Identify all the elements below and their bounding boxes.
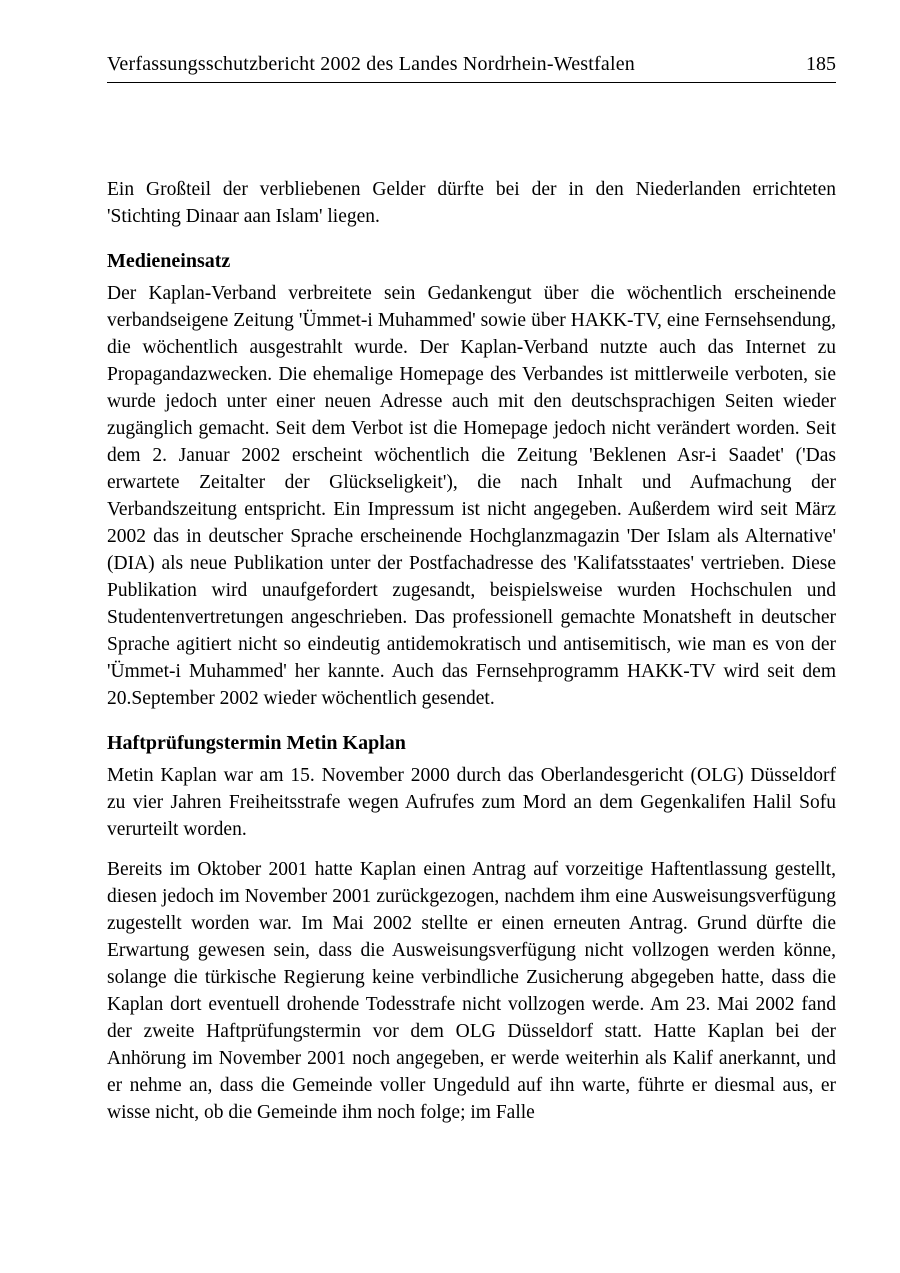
section-heading-medieneinsatz: Medieneinsatz	[107, 250, 231, 272]
paragraph-medieneinsatz: Der Kaplan-Verband verbreitete sein Gedankengut über die wöchentlich erscheinende verbandseigene Zeitung 'Ümmet-i Muhammed' sowie über HAKK-TV, eine Fernsehsendung, die wöchentlich ausgestrahlt wurde. Der Kaplan-Verband nutzte auch das Internet zu Propagandazwecken. Die ehemalige Homepage des Verbandes ist mittlerweile verboten, sie wurde jedoch unter einer neuen Adresse auch mit den deutschsprachigen Seiten wieder zugänglich gemacht. Seit dem Verbot ist die Homepage jedoch nicht verändert worden. Seit dem 2. Januar 2002 erscheint wöchentlich die Zeitung 'Beklenen Asr-i Saadet' ('Das erwartete Zeitalter der Glückseligkeit'), die nach Inhalt und Aufmachung der Verbandszeitung entspricht. Ein Impressum ist nicht angegeben. Außerdem wird seit März 2002 das in deutscher Sprache erscheinende Hochglanzmagazin 'Der Islam als Alternative' (DIA) als neue Publikation unter der Postfachadresse des 'Kalifatsstaates' vertrieben. Diese Publikation wird unaufgefordert zugesandt, beispielsweise wurden Hochschulen und Studentenvertretungen angeschrieben. Das professionell gemachte Monatsheft in deutscher Sprache agitiert nicht so eindeutig antidemokratisch und antisemitisch, wie man es von der 'Ümmet-i Muhammed' her kannte. Auch das Fernsehprogramm HAKK-TV wird seit dem 20.September 2002 wieder wöchentlich gesendet.	[107, 283, 836, 709]
paragraph-intro: Ein Großteil der verbliebenen Gelder dürfte bei der in den Niederlanden errichteten 'Stichting Dinaar aan Islam' liegen.	[107, 179, 836, 227]
header-title: Verfassungsschutzbericht 2002 des Landes Nordrhein-Westfalen	[107, 53, 636, 75]
page-header	[107, 52, 836, 83]
page-body	[107, 176, 836, 1126]
section-heading-haftpruefungstermin: Haftprüfungstermin Metin Kaplan	[107, 732, 406, 754]
paragraph-verurteilung: Metin Kaplan war am 15. November 2000 durch das Oberlandesgericht (OLG) Düsseldorf zu vier Jahren Freiheitsstrafe wegen Aufrufes zum Mord an dem Gegenkalifen Halil Sofu verurteilt worden.	[107, 765, 836, 840]
header-page-number: 185	[806, 53, 836, 75]
paragraph-haftentlassung: Bereits im Oktober 2001 hatte Kaplan einen Antrag auf vorzeitige Haftentlassung gestellt, diesen jedoch im November 2001 zurückgezogen, nachdem ihm eine Ausweisungsverfügung zugestellt worden war. Im Mai 2002 stellte er einen erneuten Antrag. Grund dürfte die Erwartung gewesen sein, dass die Ausweisungsverfügung nicht vollzogen werden könne, solange die türkische Regierung keine verbindliche Zusicherung abgegeben hatte, dass die Kaplan dort eventuell drohende Todesstrafe nicht vollzogen werde. Am 23. Mai 2002 fand der zweite Haftprüfungstermin vor dem OLG Düsseldorf statt. Hatte Kaplan bei der Anhörung im November 2001 noch angegeben, er werde weiterhin als Kalif anerkannt, und er nehme an, dass die Gemeinde voller Ungeduld auf ihn warte, führte er diesmal aus, er wisse nicht, ob die Gemeinde ihm noch folge; im Falle	[107, 859, 836, 1123]
